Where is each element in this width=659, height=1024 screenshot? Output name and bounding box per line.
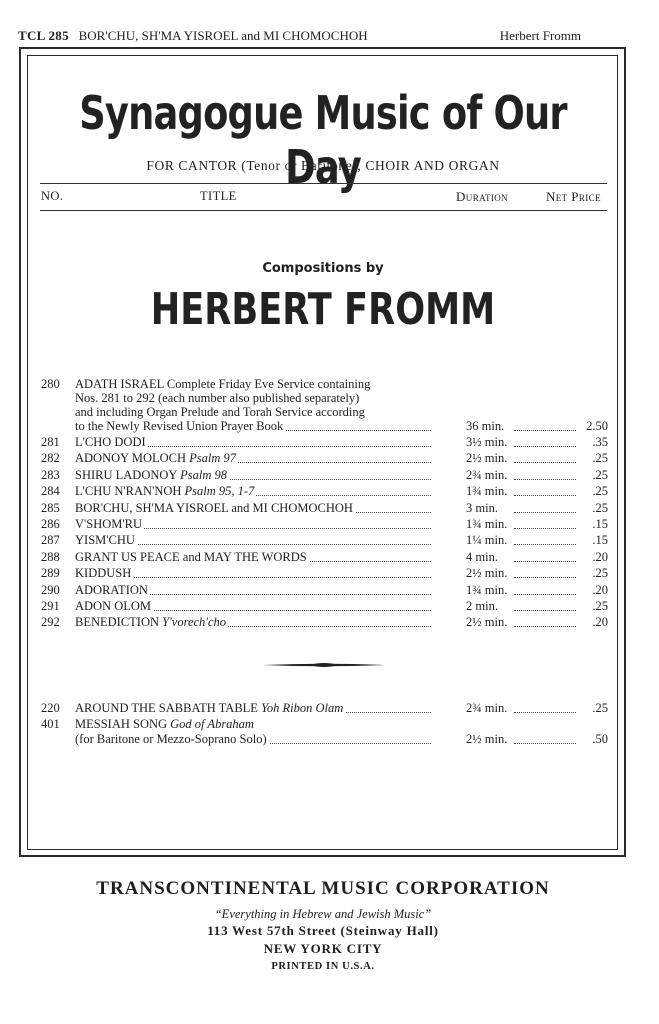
- item-number: 287: [41, 533, 60, 548]
- item-title-area: [75, 500, 431, 516]
- item-title-area: [75, 434, 431, 450]
- item-title-area: [75, 467, 431, 483]
- leader-dots: [514, 512, 576, 513]
- item-title-group: [75, 517, 144, 531]
- leader-dots: [514, 479, 576, 480]
- item-duration: 2½ min.: [466, 451, 508, 466]
- composer-name: HERBERT FROMM: [150, 284, 496, 335]
- item-duration: 4 min.: [466, 549, 498, 564]
- item-title-area: [75, 418, 431, 434]
- publisher-name: TRANSCONTINENTAL MUSIC CORPORATION: [96, 878, 550, 899]
- item-title-group: [75, 550, 309, 564]
- item-number: 290: [41, 582, 60, 597]
- list-item-280-line4: [0, 418, 659, 434]
- item-title-area: [75, 549, 431, 565]
- item-title-area: [75, 716, 431, 732]
- item-title-group: [75, 468, 229, 482]
- item-duration: 36 min.: [466, 419, 505, 433]
- item-number: 288: [41, 549, 60, 564]
- item-price: .25: [592, 467, 608, 482]
- item-price: .25: [592, 484, 608, 499]
- item-number: 220: [41, 701, 60, 715]
- item-title-area: [75, 532, 431, 548]
- item-number: 286: [41, 517, 60, 531]
- item-title: V'SHOM'RU: [75, 517, 143, 531]
- leader-dots: [514, 626, 576, 627]
- leader-dots: [514, 462, 576, 463]
- col-no: NO.: [41, 189, 64, 203]
- catalog-number: TCL 285: [18, 28, 69, 43]
- leader-dots: [514, 495, 576, 496]
- item-number: 289: [41, 566, 60, 581]
- item-title-line4: to the Newly Revised Union Prayer Book: [75, 419, 284, 433]
- item-number: 280: [41, 377, 60, 391]
- item-price: .25: [592, 701, 608, 715]
- item-title-area: [75, 450, 431, 466]
- item-title: ADON OLOM: [75, 599, 152, 613]
- work-title: BOR'CHU, SH'MA YISROEL and MI CHOMOCHOH: [78, 28, 368, 43]
- item-title: SHIRU LADONOY: [75, 467, 177, 482]
- item-title: ADORATION: [75, 582, 148, 597]
- list-item-285: [0, 500, 659, 516]
- item-price: .25: [592, 599, 608, 613]
- item-duration: 2¾ min.: [466, 701, 508, 715]
- list-item-291: [0, 598, 659, 614]
- item-title-area: [75, 483, 431, 499]
- item-title-group: [75, 717, 256, 731]
- list-item-286: [0, 516, 659, 532]
- list-item-281: [0, 434, 659, 450]
- col-price: Net Price: [546, 189, 601, 204]
- leader-dots: [514, 430, 576, 431]
- leader-dots: [514, 528, 576, 529]
- list-item-284: [0, 483, 659, 499]
- item-subtitle: Psalm 95, 1-7: [184, 484, 255, 499]
- list-item-220: [0, 700, 659, 716]
- item-price: .15: [592, 533, 608, 548]
- publisher-motto: “Everything in Hebrew and Jewish Music”: [214, 907, 432, 921]
- list-item-283: [0, 467, 659, 483]
- item-title: GRANT US PEACE and MAY THE WORDS: [75, 549, 307, 564]
- leader-dots: [514, 446, 576, 447]
- item-title-group: [75, 583, 150, 597]
- list-item-287: [0, 532, 659, 548]
- item-title-line3: and including Organ Prelude and Torah Service according: [75, 405, 365, 419]
- compositions-by: Compositions by: [262, 261, 384, 276]
- item-subtitle: Psalm 98: [180, 467, 227, 482]
- item-price: .15: [592, 517, 608, 531]
- item-title: BOR'CHU, SH'MA YISROEL and MI CHOMOCHOH: [75, 500, 353, 515]
- item-title-area: [75, 598, 431, 614]
- leader-dots: [514, 610, 576, 611]
- printed-in: PRINTED IN U.S.A.: [271, 961, 375, 972]
- item-duration: 2 min.: [466, 599, 498, 613]
- item-duration: 2½ min.: [466, 732, 508, 746]
- item-title-area: [75, 614, 431, 630]
- item-title-group: [75, 501, 355, 515]
- item-number: 284: [41, 484, 60, 499]
- item-title-group: [75, 451, 238, 465]
- item-price: .25: [592, 500, 608, 515]
- item-number: 283: [41, 467, 60, 482]
- item-title-group: [75, 566, 133, 580]
- item-title: ADONOY MOLOCH: [75, 451, 186, 466]
- item-price: 2.50: [586, 419, 608, 433]
- item-price: .25: [592, 451, 608, 466]
- leader-dots: [514, 561, 576, 562]
- item-price: .20: [592, 582, 608, 597]
- item-number: 285: [41, 500, 60, 515]
- item-title-area: [75, 731, 431, 747]
- list-item-282: [0, 450, 659, 466]
- item-number: 282: [41, 451, 60, 466]
- item-title-group: [75, 615, 228, 629]
- item-title-group: [75, 701, 345, 715]
- list-item-292: [0, 614, 659, 630]
- series-title: Synagogue Music of Our Day: [79, 86, 567, 194]
- item-title-line1: ADATH ISRAEL Complete Friday Eve Service containing: [75, 377, 371, 391]
- list-item-401-line2: [0, 731, 659, 747]
- item-title: MESSIAH SONG: [75, 717, 168, 731]
- leader-dots: [514, 544, 576, 545]
- item-price: .20: [592, 549, 608, 564]
- series-subtitle: FOR CANTOR (Tenor or Baritone), CHOIR AND ORGAN: [146, 158, 500, 173]
- col-duration: Duration: [456, 189, 509, 204]
- item-subtitle: God of Abraham: [170, 717, 254, 731]
- item-duration: 1¾ min.: [466, 484, 508, 499]
- list-item-290: [0, 582, 659, 598]
- list-item-289: [0, 565, 659, 581]
- item-title: AROUND THE SABBATH TABLE: [75, 701, 258, 715]
- header-composer: Herbert Fromm: [499, 28, 581, 43]
- header-rule-bottom: [40, 210, 607, 211]
- item-title-group: [75, 533, 137, 547]
- item-price: .50: [592, 732, 608, 746]
- publisher-city: NEW YORK CITY: [263, 941, 383, 956]
- item-duration: 2½ min.: [466, 566, 508, 581]
- item-subtitle: Yoh Ribon Olam: [261, 701, 344, 715]
- item-duration: 1¾ min.: [466, 517, 508, 531]
- item-duration: 1¼ min.: [466, 533, 508, 548]
- item-title-line2: (for Baritone or Mezzo-Soprano Solo): [75, 732, 267, 746]
- list-item-288: [0, 549, 659, 565]
- item-number: 281: [41, 435, 60, 449]
- item-subtitle: Y'vorech'cho: [162, 615, 227, 630]
- item-number: 291: [41, 599, 60, 613]
- item-title-group: [75, 484, 256, 498]
- top-header: [18, 28, 581, 44]
- item-title: YISM'CHU: [75, 533, 135, 548]
- item-title: KIDDUSH: [75, 566, 132, 581]
- item-duration: 3 min.: [466, 500, 498, 515]
- item-title: BENEDICTION: [75, 615, 160, 630]
- leader-dots: [514, 712, 576, 713]
- item-title-area: [75, 582, 431, 598]
- item-title-group: [75, 599, 153, 613]
- item-title-area: [75, 565, 431, 581]
- list-item-401: [0, 716, 659, 732]
- item-price: .20: [592, 615, 608, 630]
- divider-ornament: [263, 660, 385, 670]
- item-title: L'CHU N'RAN'NOH: [75, 484, 182, 499]
- item-duration: 2¾ min.: [466, 467, 508, 482]
- item-title: L'CHO DODI: [75, 435, 146, 449]
- item-duration: 2½ min.: [466, 615, 508, 630]
- item-title-area: [75, 516, 431, 532]
- leader-dots: [514, 594, 576, 595]
- item-title-line2: Nos. 281 to 292 (each number also published separately): [75, 391, 360, 405]
- item-title-area: [75, 700, 431, 716]
- publisher-address: 113 West 57th Street (Steinway Hall): [207, 923, 439, 938]
- item-number: 292: [41, 615, 60, 630]
- item-price: .35: [592, 435, 608, 449]
- item-title-group: [75, 435, 148, 449]
- item-price: .25: [592, 566, 608, 581]
- col-title: TITLE: [200, 189, 237, 203]
- item-duration: 3½ min.: [466, 435, 508, 449]
- leader-dots: [514, 743, 576, 744]
- item-number: 401: [41, 717, 60, 731]
- header-rule-top: [40, 183, 607, 184]
- item-subtitle: Psalm 97: [189, 451, 236, 466]
- leader-dots: [514, 577, 576, 578]
- item-duration: 1¾ min.: [466, 582, 508, 597]
